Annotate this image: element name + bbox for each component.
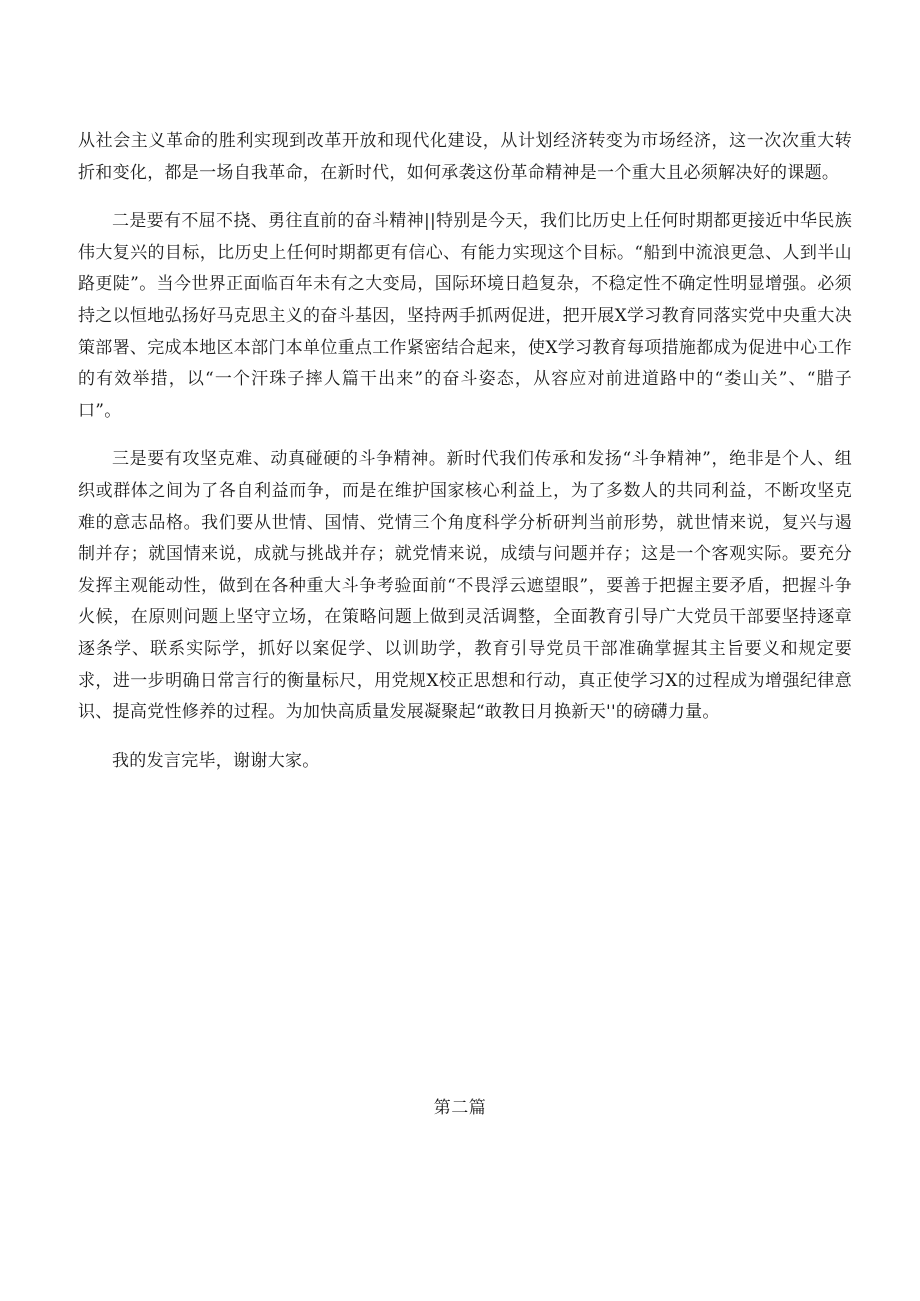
section-title: 第二篇 xyxy=(433,1098,487,1118)
paragraph-continuation: 从社会主义革命的胜利实现到改革开放和现代化建设，从计划经济转变为市场经济，这一次次重大转折和变化，都是一场自我革命，在新时代，如何承袭这份革命精神是一个重大且必须解决好的课题。 xyxy=(78,131,852,183)
paragraph-fighting-spirit: 三是要有攻坚克难、动真碰硬的斗争精神。新时代我们传承和发扬“斗争精神”，绝非是个人、组织或群体之间为了各自利益而争，而是在维护国家核心利益上，为了多数人的共同利益，不断攻坚克难的意志品格。我们要从世情、国情、党情三个角度科学分析研判当前形势，就世情来说，复兴与遏制并存；就国情来说，成就与挑战并存；就党情来说，成绩与问题并存；这是一个客观实际。要充分发挥主观能动性，做到在各种重大斗争考验面前“不畏浮云遮望眼”，要善于把握主要矛盾，把握斗争火候，在原则问题上坚守立场，在策略问题上做到灵活调整，全面教育引导广大党员干部要坚持逐章逐条学、联系实际学，抓好以案促学、以训助学，教育引导党员干部准确掌握其主旨要义和规定要求，进一步明确日常言行的衡量标尺，用党规X校正思想和行动，真正使学习X的过程成为增强纪律意识、提高党性修养的过程。为加快高质量发展凝聚起“敢教日月换新天''的磅礴力量。 xyxy=(78,449,852,723)
document-body xyxy=(78,126,852,777)
paragraph-struggle-spirit: 二是要有不屈不挠、勇往直前的奋斗精神||特别是今天，我们比历史上任何时期都更接近中华民族伟大复兴的目标，比历史上任何时期都更有信心、有能力实现这个目标。“船到中流浪更急、人到半山路更陡”。当今世界正面临百年未有之大变局，国际环境日趋复杂，不稳定性不确定性明显增强。必须持之以恒地弘扬好马克思主义的奋斗基因，坚持两手抓两促进，把开展X学习教育同落实党中央重大决策部署、完成本地区本部门本单位重点工作紧密结合起来，使X学习教育每项措施都成为促进中心工作的有效举措，以“一个汗珠子摔人篇干出来”的奋斗姿态，从容应对前进道路中的“娄山关”、“腊子口”。 xyxy=(78,211,852,421)
closing-remark: 我的发言完毕，谢谢大家。 xyxy=(112,750,320,771)
